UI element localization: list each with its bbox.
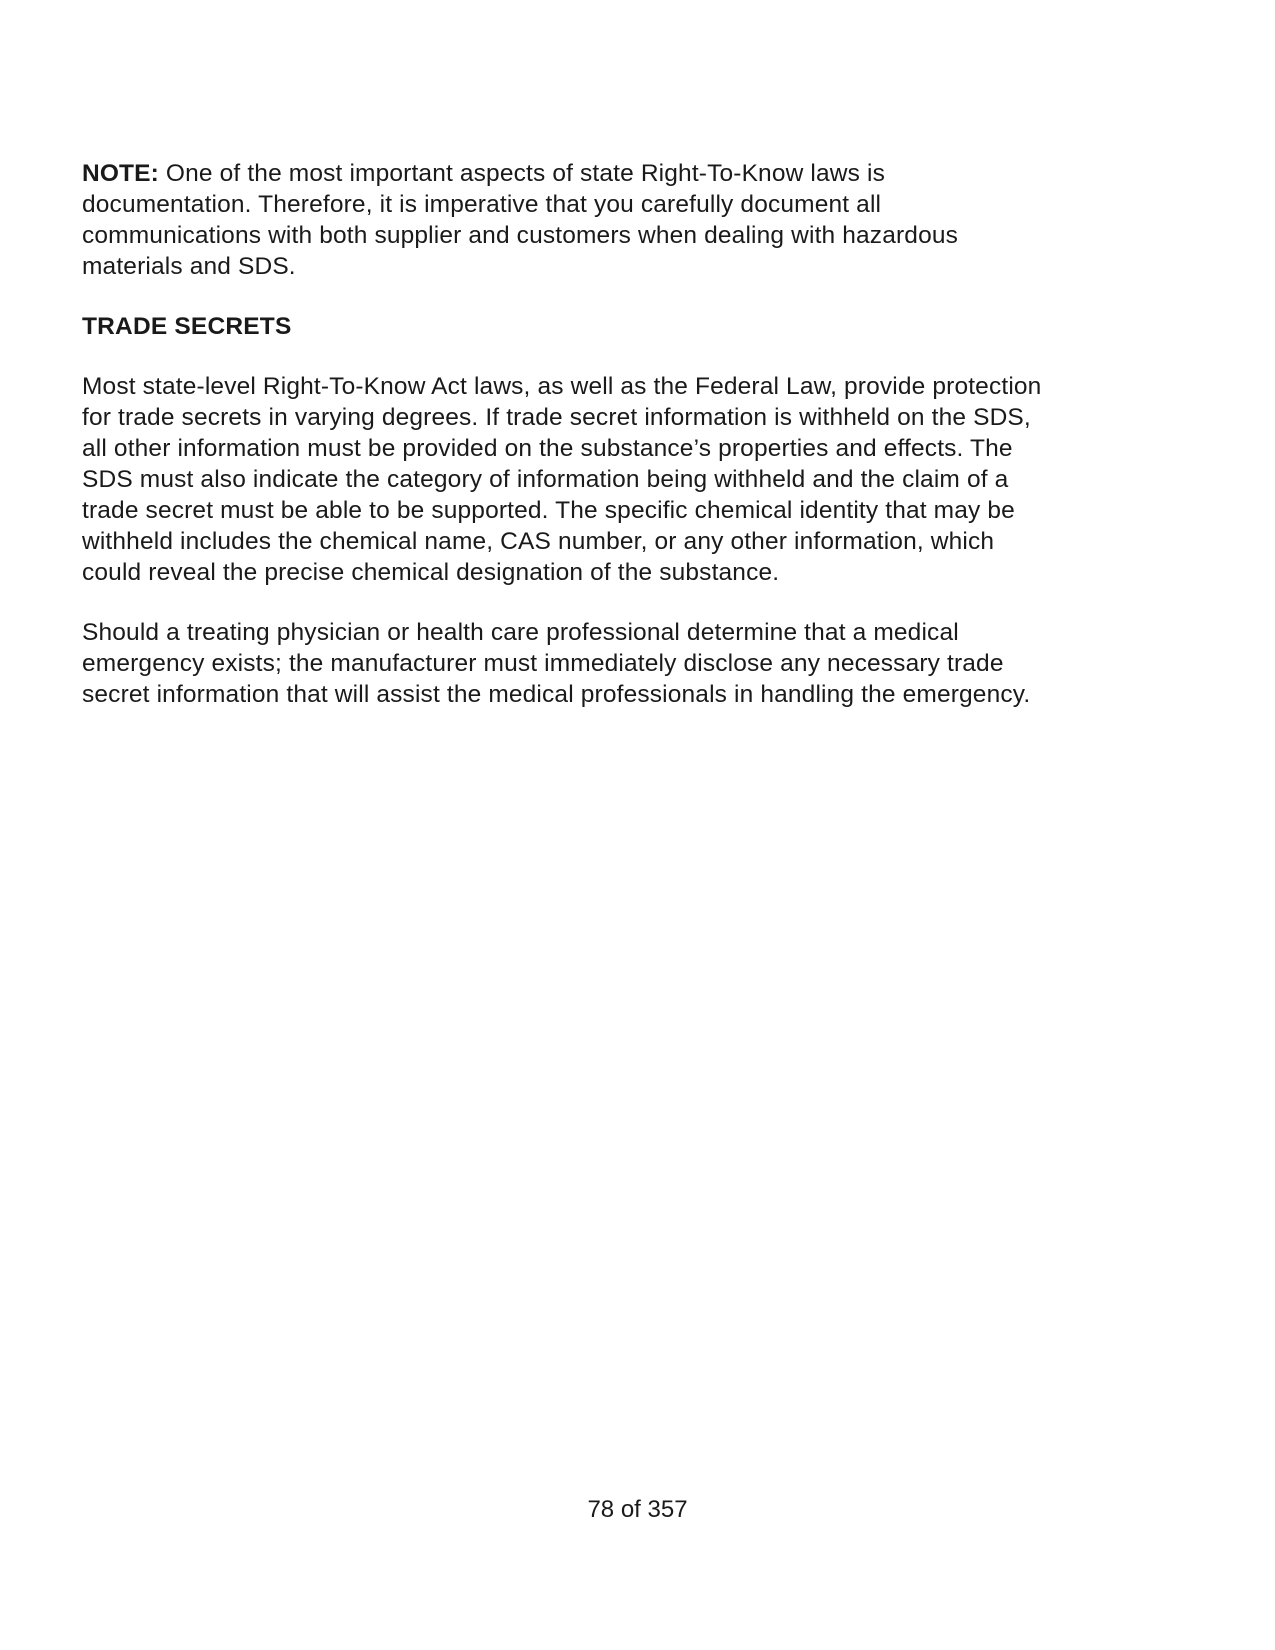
note-label: NOTE:	[82, 160, 159, 187]
note-text: One of the most important aspects of state Right-To-Know laws is documentation. Therefore, it is imperative that you carefully document all communications with both supplier and customers when dealing with hazardous materials and SDS.	[82, 160, 959, 280]
medical-emergency-paragraph: Should a treating physician or health care professional determine that a medical emergency exists; the manufacturer must immediately disclose any necessary trade secret information that will assist the medical professionals in handling the emergency.	[82, 619, 1031, 708]
section-heading: TRADE SECRETS	[82, 313, 292, 340]
page-number: 78 of 357	[587, 1496, 688, 1523]
trade-secrets-paragraph: Most state-level Right-To-Know Act laws, as well as the Federal Law, provide protection for trade secrets in varying degrees. If trade secret information is withheld on the SDS, all other information must be provided on the substance’s properties and effects. The SDS must also indicate the category of information being withheld and the claim of a trade secret must be able to be supported. The specific chemical identity that may be withheld includes the chemical name, CAS number, or any other information, which could reveal the precise chemical designation of the substance.	[82, 373, 1042, 586]
document-page	[82, 158, 1192, 710]
note-paragraph	[82, 158, 1192, 282]
